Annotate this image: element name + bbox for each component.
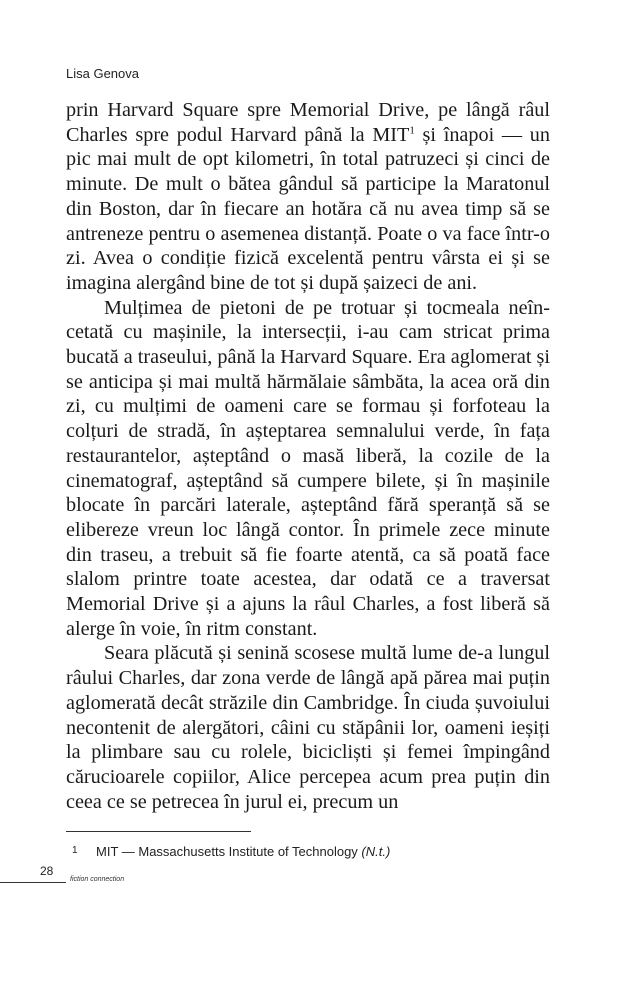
footnote-abbreviation: (N.t.): [361, 844, 391, 859]
paragraph-1-text-b: și înapoi — un pic mai mult de opt kilometri, în total patruzeci și cinci de minute. De mult o bătea gândul să participe la Maratonul din Boston, dar în fiecare an hotăra că nu avea timp să se antreneze pentru o asemenea distanță. Poate o va face într-o zi. Avea o condiție fizică excelentă pentru vârsta ei și se imagina alergând bine de tot și după șaizeci de ani.: [66, 123, 550, 294]
body-text: [66, 98, 550, 814]
footnote-reference: 1: [409, 123, 415, 136]
running-head: Lisa Genova: [66, 66, 139, 81]
paragraph-1: [66, 98, 550, 296]
footnote: [72, 844, 390, 859]
imprint-logo: fiction connection: [70, 876, 125, 883]
footnote-number: 1: [72, 845, 78, 856]
paragraph-3: Seara plăcută și senină scosese multă lume de-a lungul râului Charles, dar zona verde de lângă apă părea mai puțin aglomerată decât străzile din Cambridge. În ciuda șuvoiului necontenit de alergători, câini cu stăpânii lor, oameni ieșiți la plimbare sau cu rolele, bicicliști și femei împingând cărucioarele copiilor, Alice percepea acum prea puțin din ceea ce se petrecea în jurul ei, precum un: [66, 642, 550, 813]
paragraph-2: Mulțimea de pietoni de pe trotuar și tocmeala neîncetată cu mașinile, la intersecții, i-au cam stricat prima bucată a traseului, până la Harvard Square. Era aglomerat și se anticipa și mai multă hărmălaie sâmbăta, la acea oră din zi, cu mulțimi de oameni care se formau și forfoteau la colțuri de stradă, în așteptarea semnalului verde, în fața restaurantelor, așteptând o masă liberă, la cozile de la cinematograf, așteptând să cumpere bilete, și în mașinile blocate în parcări laterale, așteptând fără speranță să se elibereze vreun loc lângă contor. În primele zece minute din traseu, a trebuit să fie foarte atentă, ca să poată face slalom printre toate acestea, dar odată ce a traversat Memorial Drive și a ajuns la râul Charles, a fost liberă să alerge în voie, în ritm constant.: [66, 296, 550, 640]
page-number: 28: [40, 864, 54, 878]
footnote-text: MIT — Massachusetts Institute of Technology: [96, 844, 362, 859]
page-number-rule: [0, 882, 66, 883]
paragraph-1-text-a: prin Harvard Square spre Memorial Drive, pe lângă râul Charles spre podul Harvard până la MIT: [66, 99, 550, 146]
footnote-divider: [66, 831, 251, 832]
